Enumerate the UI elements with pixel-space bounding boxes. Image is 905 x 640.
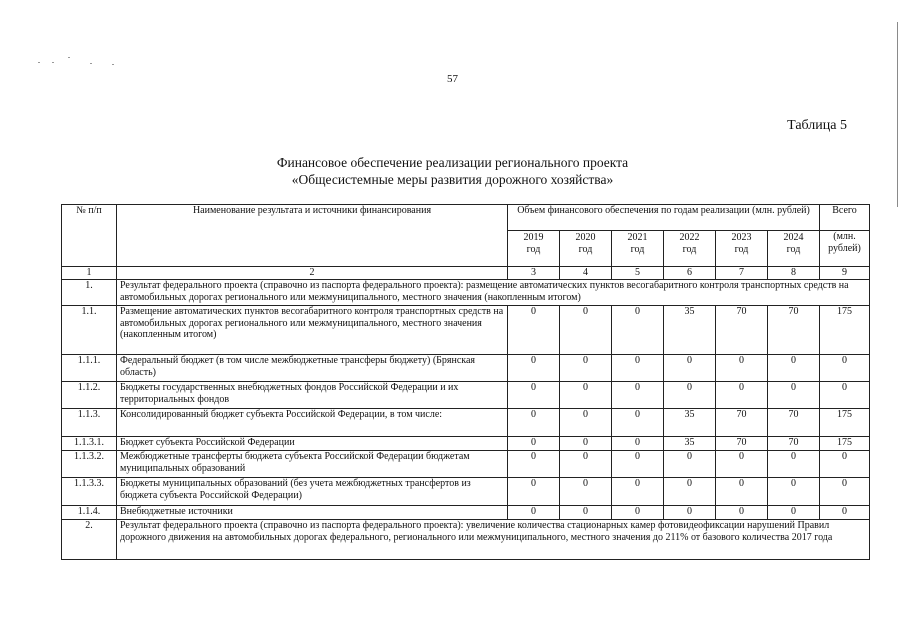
row-text: Размещение автоматических пунктов весогабаритного контроля транспортных средств на автомобильных дорогах регионального или межмуниципального, местного значения (накопленным итогом)	[117, 306, 508, 355]
column-number: 5	[612, 267, 664, 280]
row-value: 0	[612, 478, 664, 506]
row-num: 1.1.3.1.	[62, 437, 117, 451]
row-text: Результат федерального проекта (справочно из паспорта федерального проекта): размещение автоматических пунктов весогабаритного контроля транспортных средств на автомобильных дорогах регионального или межмуниципального, местного значения (накопленным итогом)	[117, 280, 870, 306]
header-num: № п/п	[62, 205, 117, 267]
row-value: 70	[716, 306, 768, 355]
row-value: 0	[768, 478, 820, 506]
row-value: 175	[820, 409, 870, 437]
row-value: 0	[612, 437, 664, 451]
financing-table	[61, 204, 870, 560]
row-value: 0	[612, 506, 664, 520]
title-line-1: Финансовое обеспечение реализации регионального проекта	[276, 155, 629, 170]
row-value: 70	[768, 409, 820, 437]
row-value: 0	[820, 478, 870, 506]
row-value: 0	[560, 478, 612, 506]
row-value: 35	[664, 409, 716, 437]
title-line-2: «Общесистемные меры развития дорожного хозяйства»	[291, 172, 614, 187]
row-text: Межбюджетные трансферты бюджета субъекта Российской Федерации бюджетам муниципальных образований	[117, 451, 508, 478]
row-value: 0	[612, 355, 664, 382]
row-value: 0	[664, 382, 716, 409]
row-value: 0	[508, 478, 560, 506]
row-value: 0	[560, 306, 612, 355]
row-value: 0	[820, 506, 870, 520]
header-year: 2022 год	[664, 231, 716, 267]
column-number: 8	[768, 267, 820, 280]
row-value: 0	[820, 382, 870, 409]
header-year: 2023 год	[716, 231, 768, 267]
row-text: Бюджеты государственных внебюджетных фондов Российской Федерации и их территориальных фондов	[117, 382, 508, 409]
row-value: 0	[508, 409, 560, 437]
header-year: 2019 год	[508, 231, 560, 267]
row-num: 1.	[62, 280, 117, 306]
column-number: 4	[560, 267, 612, 280]
header-total: Всего	[820, 205, 870, 231]
row-value: 0	[820, 355, 870, 382]
row-num: 1.1.1.	[62, 355, 117, 382]
row-value: 0	[612, 382, 664, 409]
row-value: 0	[560, 355, 612, 382]
row-value: 0	[508, 506, 560, 520]
row-value: 0	[768, 451, 820, 478]
row-value: 0	[716, 478, 768, 506]
row-value: 35	[664, 437, 716, 451]
row-value: 0	[664, 506, 716, 520]
table-label: Таблица 5	[787, 118, 847, 133]
row-text: Федеральный бюджет (в том числе межбюджетные трансферы бюджету) (Брянская область)	[117, 355, 508, 382]
header-year: 2021 год	[612, 231, 664, 267]
row-value: 70	[716, 409, 768, 437]
table-row	[62, 306, 870, 355]
header-year: 2020 год	[560, 231, 612, 267]
scan-noise	[38, 56, 118, 66]
row-text: Внебюджетные источники	[117, 506, 508, 520]
row-value: 0	[664, 355, 716, 382]
column-number: 2	[117, 267, 508, 280]
row-value: 0	[508, 451, 560, 478]
row-text: Консолидированный бюджет субъекта Российской Федерации, в том числе:	[117, 409, 508, 437]
row-value: 0	[508, 437, 560, 451]
header-row	[62, 205, 870, 231]
row-value: 0	[612, 409, 664, 437]
row-value: 0	[612, 451, 664, 478]
column-number: 7	[716, 267, 768, 280]
table-row-result-1	[62, 280, 870, 306]
row-value: 70	[768, 306, 820, 355]
row-num: 1.1.2.	[62, 382, 117, 409]
row-value: 0	[716, 506, 768, 520]
table-row	[62, 437, 870, 451]
row-text: Результат федерального проекта (справочно из паспорта федерального проекта): увеличение количества стационарных камер фотовидеофиксации нарушений Правил дорожного движения на автомобильных дорогах федерального, регионального или межмуниципального, местного значения до 211% от базового количества 2017 года	[117, 520, 870, 560]
column-numbers-row	[62, 267, 870, 280]
row-value: 0	[716, 451, 768, 478]
row-value: 0	[664, 451, 716, 478]
table-row-result-2	[62, 520, 870, 560]
header-volume: Объем финансового обеспечения по годам реализации (млн. рублей)	[508, 205, 820, 231]
table-row	[62, 409, 870, 437]
page-number: 57	[447, 73, 458, 85]
row-value: 0	[508, 306, 560, 355]
row-value: 35	[664, 306, 716, 355]
row-value: 0	[716, 355, 768, 382]
row-num: 1.1.3.	[62, 409, 117, 437]
row-text: Бюджет субъекта Российской Федерации	[117, 437, 508, 451]
row-value: 175	[820, 306, 870, 355]
row-text: Бюджеты муниципальных образований (без учета межбюджетных трансфертов из бюджета субъекта Российской Федерации)	[117, 478, 508, 506]
table-row	[62, 506, 870, 520]
row-num: 1.1.3.3.	[62, 478, 117, 506]
row-num: 1.1.3.2.	[62, 451, 117, 478]
column-number: 1	[62, 267, 117, 280]
row-value: 0	[560, 437, 612, 451]
row-value: 0	[508, 382, 560, 409]
row-value: 0	[560, 451, 612, 478]
column-number: 6	[664, 267, 716, 280]
row-value: 0	[612, 306, 664, 355]
row-value: 0	[664, 478, 716, 506]
row-value: 0	[768, 355, 820, 382]
row-value: 0	[560, 506, 612, 520]
table-row	[62, 478, 870, 506]
row-num: 1.1.4.	[62, 506, 117, 520]
row-num: 2.	[62, 520, 117, 560]
row-value: 175	[820, 437, 870, 451]
header-total-unit: (млн. рублей)	[820, 231, 870, 267]
row-value: 0	[716, 382, 768, 409]
document-title	[0, 154, 905, 188]
row-value: 0	[768, 382, 820, 409]
row-value: 70	[768, 437, 820, 451]
row-value: 0	[560, 382, 612, 409]
table-row	[62, 451, 870, 478]
header-year: 2024 год	[768, 231, 820, 267]
row-value: 70	[716, 437, 768, 451]
row-value: 0	[820, 451, 870, 478]
header-name: Наименование результата и источники финансирования	[117, 205, 508, 267]
column-number: 3	[508, 267, 560, 280]
row-value: 0	[508, 355, 560, 382]
row-num: 1.1.	[62, 306, 117, 355]
row-value: 0	[560, 409, 612, 437]
row-value: 0	[768, 506, 820, 520]
table-row	[62, 355, 870, 382]
table-row	[62, 382, 870, 409]
column-number: 9	[820, 267, 870, 280]
